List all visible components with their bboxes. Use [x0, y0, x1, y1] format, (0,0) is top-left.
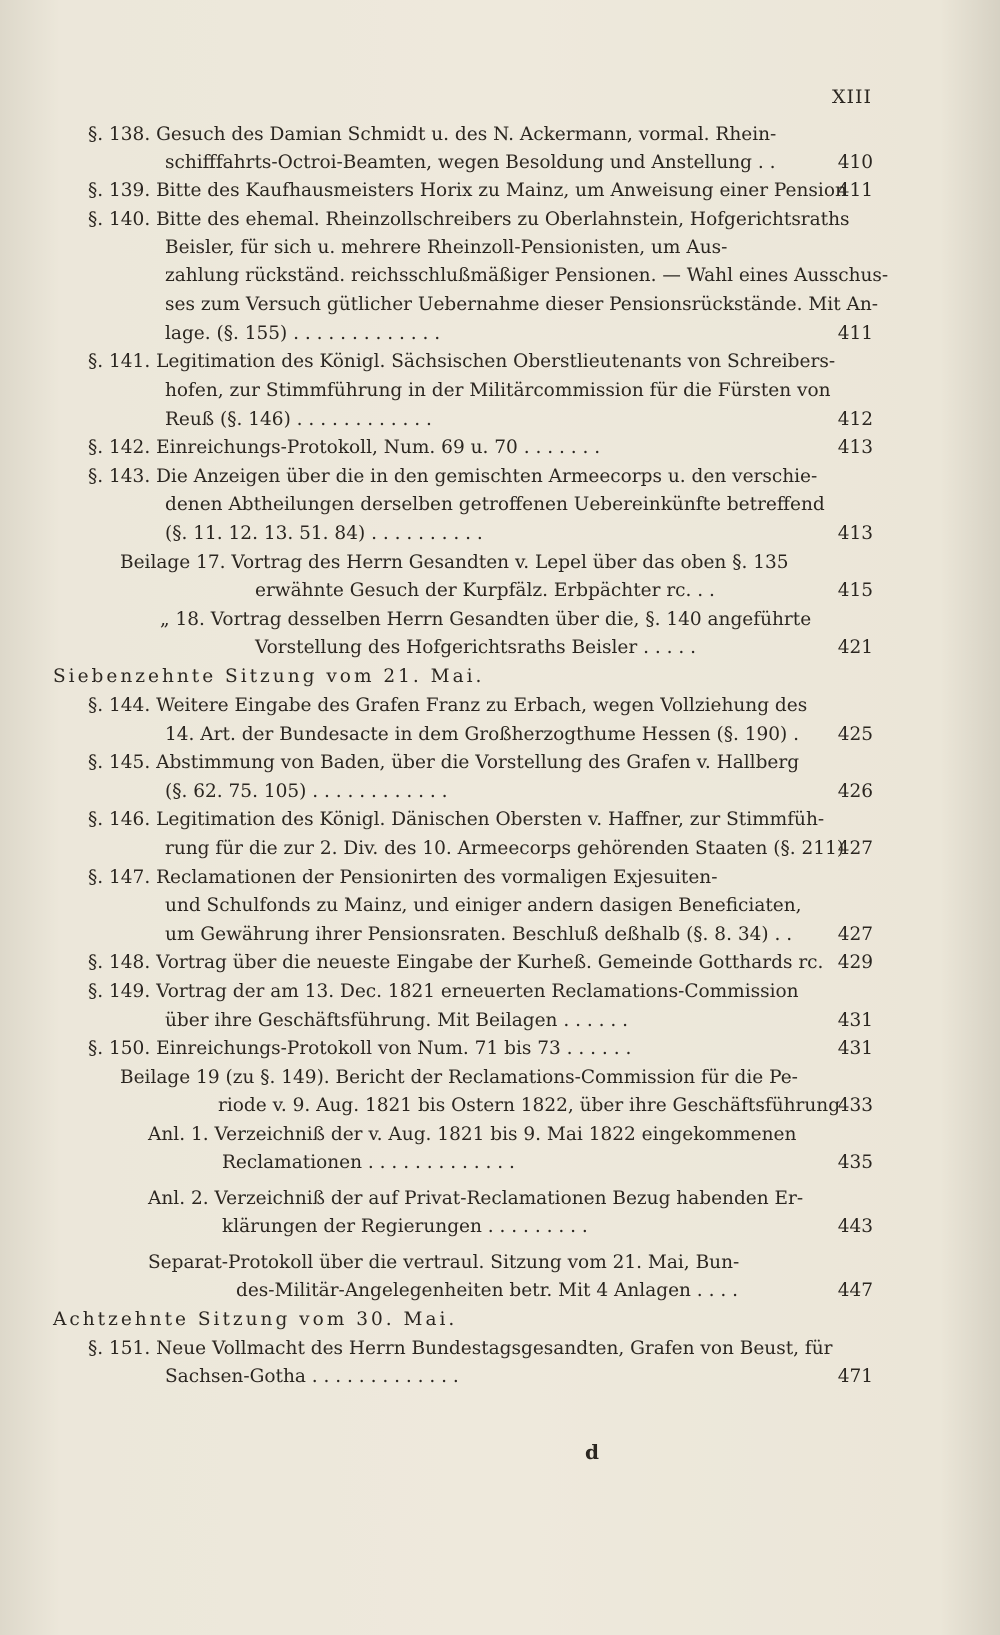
toc-line: Anl. 1. Verzeichniß der v. Aug. 1821 bis 9. Mai 1822 eingekommenen	[148, 1124, 797, 1145]
toc-line: §. 151. Neue Vollmacht des Herrn Bundestagsgesandten, Grafen von Beust, für	[88, 1338, 833, 1359]
toc-line: §. 140. Bitte des ehemal. Rheinzollschreibers zu Oberlahnstein, Hofgerichtsraths	[88, 209, 850, 230]
toc-line: §. 148. Vortrag über die neueste Eingabe der Kurheß. Gemeinde Gotthards rc. 429	[88, 952, 873, 973]
toc-line: riode v. 9. Aug. 1821 bis Ostern 1822, über ihre Geschäftsführung 433	[218, 1095, 873, 1116]
toc-line: (§. 62. 75. 105) . . . . . . . . . . . . 426	[165, 781, 873, 802]
toc-line: zahlung rückständ. reichsschlußmäßiger Pensionen. — Wahl eines Ausschus-	[165, 265, 889, 286]
signature-mark: d	[585, 1440, 599, 1464]
toc-line: (§. 11. 12. 13. 51. 84) . . . . . . . . . . 413	[165, 523, 873, 544]
toc-line: Beisler, für sich u. mehrere Rheinzoll-Pensionisten, um Aus-	[165, 237, 728, 258]
toc-line: Anl. 2. Verzeichniß der auf Privat-Reclamationen Bezug habenden Er-	[148, 1188, 804, 1209]
toc-line: §. 147. Reclamationen der Pensionirten des vormaligen Exjesuiten-	[88, 867, 718, 888]
toc-line: um Gewährung ihrer Pensionsraten. Beschluß deßhalb (§. 8. 34) . . 427	[165, 924, 873, 945]
toc-line: §. 150. Einreichungs-Protokoll von Num. 71 bis 73 . . . . . . 431	[88, 1038, 873, 1059]
toc-line: §. 141. Legitimation des Königl. Sächsischen Oberstlieutenants von Schreibers-	[88, 351, 836, 372]
toc-line: schifffahrts-Octroi-Beamten, wegen Besoldung und Anstellung . . 410	[165, 152, 873, 173]
toc-line: §. 146. Legitimation des Königl. Dänischen Obersten v. Haffner, zur Stimmfüh-	[88, 809, 825, 830]
toc-line: hofen, zur Stimmführung in der Militärcommission für die Fürsten von	[165, 380, 831, 401]
toc-line: Beilage 19 (zu §. 149). Bericht der Reclamations-Commission für die Pe-	[120, 1067, 798, 1088]
toc-line: rung für die zur 2. Div. des 10. Armeecorps gehörenden Staaten (§. 211) 427	[165, 838, 873, 859]
section-heading: Achtzehnte Sitzung vom 30. Mai.	[53, 1309, 458, 1330]
toc-line: §. 149. Vortrag der am 13. Dec. 1821 erneuerten Reclamations-Commission	[88, 981, 799, 1002]
toc-line: §. 139. Bitte des Kaufhausmeisters Horix zu Mainz, um Anweisung einer Pension 411	[88, 180, 873, 201]
toc-line: Vorstellung des Hofgerichtsraths Beisler . . . . . 421	[255, 637, 873, 658]
toc-line: Beilage 17. Vortrag des Herrn Gesandten v. Lepel über das oben §. 135	[120, 552, 789, 573]
section-heading: Siebenzehnte Sitzung vom 21. Mai.	[53, 666, 485, 687]
toc-line: Reuß (§. 146) . . . . . . . . . . . . 412	[165, 409, 873, 430]
toc-line: über ihre Geschäftsführung. Mit Beilagen . . . . . . 431	[165, 1010, 873, 1031]
toc-line: erwähnte Gesuch der Kurpfälz. Erbpächter rc. . . 415	[255, 580, 873, 601]
toc-line: Reclamationen . . . . . . . . . . . . . 435	[222, 1152, 873, 1173]
toc-line: Separat-Protokoll über die vertraul. Sitzung vom 21. Mai, Bun-	[148, 1252, 740, 1273]
toc-line: §. 143. Die Anzeigen über die in den gemischten Armeecorps u. den verschie-	[88, 466, 818, 487]
toc-line: 14. Art. der Bundesacte in dem Großherzogthume Hessen (§. 190) . 425	[165, 724, 873, 745]
toc-line: §. 145. Abstimmung von Baden, über die Vorstellung des Grafen v. Hallberg	[88, 752, 800, 773]
toc-line: §. 138. Gesuch des Damian Schmidt u. des N. Ackermann, vormal. Rhein-	[88, 124, 777, 145]
toc-line: klärungen der Regierungen . . . . . . . . . 443	[222, 1216, 873, 1237]
toc-line: des-Militär-Angelegenheiten betr. Mit 4 Anlagen . . . . 447	[236, 1280, 873, 1301]
toc-line: „ 18. Vortrag desselben Herrn Gesandten über die, §. 140 angeführte	[160, 609, 812, 630]
toc-line: und Schulfonds zu Mainz, und einiger andern dasigen Beneficiaten,	[165, 895, 802, 916]
toc-line: denen Abtheilungen derselben getroffenen Uebereinkünfte betreffend	[165, 494, 825, 515]
toc-line: §. 142. Einreichungs-Protokoll, Num. 69 u. 70 . . . . . . . 413	[88, 437, 873, 458]
toc-line: ses zum Versuch gütlicher Uebernahme dieser Pensionsrückstände. Mit An-	[165, 294, 879, 315]
page-number: XIII	[831, 86, 872, 108]
toc-line: §. 144. Weitere Eingabe des Grafen Franz zu Erbach, wegen Vollziehung des	[88, 695, 808, 716]
toc-line: Sachsen-Gotha . . . . . . . . . . . . . 471	[165, 1366, 873, 1387]
toc-line: lage. (§. 155) . . . . . . . . . . . . . 411	[165, 323, 873, 344]
